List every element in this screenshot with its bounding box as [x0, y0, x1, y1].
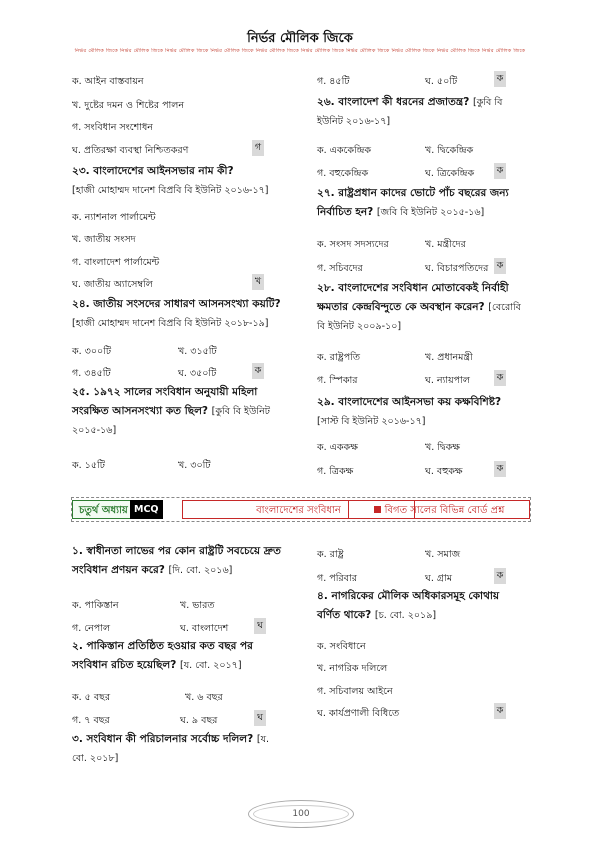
- square-icon: [374, 506, 381, 513]
- answer-marker: গ: [252, 140, 264, 156]
- question-source: [সাস্ট বি ইউনিট ২০১৬-১৭]: [317, 416, 426, 427]
- question-2: [72, 637, 297, 675]
- question-text: ২৬. বাংলাদেশ কী ধরনের প্রজাতন্ত্র? [কুবি বি: [317, 96, 503, 108]
- question-27: [317, 184, 532, 222]
- question-24: [72, 295, 292, 333]
- header-tagline: নির্ভর মৌলিক জিকে নির্ভর মৌলিক জিকে নির্ভর মৌলিক জিকে নির্ভর মৌলিক জিকে নির্ভর মৌলিক জিকে নির্ভর মৌলিক জিকে নির্ভর মৌলিক জিকে নির্ভর মৌলিক জিকে নির্ভর মৌলিক জিকে নির্ভর মৌলিক জিকে: [74, 48, 526, 54]
- option: ঘ. প্রতিরক্ষা ব্যবস্থা নিশ্চিতকরণ: [72, 145, 189, 156]
- question-text: ৪. নাগরিকের মৌলিক অধিকারসমূহ কোথায়: [317, 590, 500, 602]
- option: খ. ৬ বছর: [185, 692, 223, 703]
- option: ঘ. ত্রিকেন্দ্রিক: [425, 168, 475, 179]
- option: খ. সমাজ: [425, 549, 461, 560]
- option: গ. পরিবার: [317, 573, 357, 584]
- option: ক. ১৫টি: [72, 460, 105, 471]
- option: ক. পাকিস্তান: [72, 600, 119, 611]
- question-text: সংরক্ষিত আসনসংখ্যা কত ছিল? [কুবি বি ইউনিট: [72, 405, 270, 417]
- option: খ. দ্বিকেন্দ্রিক: [425, 145, 474, 156]
- question-source: [হাজী মোহাম্মদ দানেশ বিপ্রবি বি ইউনিট ২০১৬-১৭]: [72, 185, 269, 196]
- chapter-label: চতুর্থ অধ্যায়: [72, 500, 157, 519]
- question-source: [হাজী মোহাম্মদ দানেশ বিপ্রবি বি ইউনিট ২০১৮-১৯]: [72, 318, 269, 329]
- question-26: [317, 93, 532, 131]
- question-source: ২০১৫-১৬]: [72, 425, 117, 436]
- answer-marker: ক: [494, 370, 506, 386]
- option: গ. ৭ বছর: [72, 715, 110, 726]
- question-source: বি ইউনিট ২০০৯-১০]: [317, 321, 402, 332]
- option: খ. নাগরিক দলিলে: [317, 663, 388, 674]
- option: গ. সচিবালয় আইনে: [317, 686, 393, 697]
- option: গ. স্পিকার: [317, 375, 358, 386]
- question-text: ২৭. রাষ্ট্রপ্রধান কাদের ভোটে পাঁচ বছরের জন্য: [317, 187, 509, 199]
- option: গ. সচিবদের: [317, 263, 363, 274]
- question-text: বর্ণিত থাকে? [চ. বো. ২০১৯]: [317, 609, 437, 621]
- question-text: ২৮. বাংলাদেশের সংবিধান মোতাবেকই নির্বাহী: [317, 282, 509, 294]
- answer-marker: ক: [494, 258, 506, 274]
- option: ঘ. গ্রাম: [425, 573, 453, 584]
- answer-marker: ঘ: [254, 710, 266, 726]
- question-29: [317, 393, 532, 431]
- option: ঘ. ৫০টি: [425, 76, 458, 87]
- option: ঘ. ন্যায়পাল: [425, 375, 470, 386]
- answer-marker: ঘ: [254, 618, 266, 634]
- question-text: ক্ষমতার কেন্দ্রবিন্দুতে কে অবস্থান করেন? [বেরোবি: [317, 301, 521, 313]
- section-label: বিগত সালের বিভিন্ন বোর্ড প্রশ্ন: [348, 500, 530, 519]
- question-text: ২৫. ১৯৭২ সালের সংবিধান অনুযায়ী মহিলা: [72, 386, 258, 398]
- option: গ. ৪৫টি: [317, 76, 350, 87]
- question-1: [72, 542, 297, 580]
- option: খ. মন্ত্রীদের: [425, 239, 466, 250]
- question-28: [317, 279, 532, 336]
- question-25: [72, 383, 292, 440]
- option: ঘ. বাংলাদেশ: [180, 623, 229, 634]
- question-text: ২. পাকিস্তান প্রতিষ্ঠিত হওয়ার কত বছর পর: [72, 640, 253, 652]
- answer-marker: ক: [494, 703, 506, 719]
- section-banner: [71, 497, 531, 522]
- answer-marker: ক: [494, 163, 506, 179]
- option: খ. দ্বিকক্ষ: [425, 442, 460, 453]
- question-text: ২৪. জাতীয় সংসদের সাধারণ আসনসংখ্যা কয়টি?: [72, 298, 281, 310]
- option: গ. সংবিধান সংশোধন: [72, 122, 153, 133]
- option: ক. সংসদ সদস্যদের: [317, 239, 389, 250]
- option: ক. আইন বাস্তবায়ন: [72, 76, 144, 87]
- option: গ. বাংলাদেশ পার্লামেন্ট: [72, 257, 160, 268]
- option: ক. রাষ্ট্র: [317, 549, 344, 560]
- option: ঘ. বিচারপতিদের: [425, 263, 489, 274]
- answer-marker: ক: [494, 71, 506, 87]
- mcq-label: MCQ: [130, 500, 163, 519]
- page-number: 100: [248, 800, 354, 828]
- question-23: [72, 162, 272, 200]
- answer-marker: ক: [494, 568, 506, 584]
- option: ক. ন্যাশনাল পার্লামেন্ট: [72, 212, 156, 223]
- question-text: ২৩. বাংলাদেশের আইনসভার নাম কী?: [72, 165, 234, 177]
- option: ঘ. ৩৫০টি: [178, 368, 217, 379]
- question-text: ১. স্বাধীনতা লাভের পর কোন রাষ্ট্রটি সবচেয়ে দ্রুত: [72, 545, 281, 557]
- question-text: ৩. সংবিধান কী পরিচালনার সর্বোচ্চ দলিল? [য.: [72, 733, 270, 745]
- option: ঘ. ৯ বছর: [180, 715, 218, 726]
- option: ঘ. বহুকক্ষ: [425, 466, 463, 477]
- answer-marker: ক: [252, 363, 264, 379]
- option: গ. ত্রিকক্ষ: [317, 466, 354, 477]
- option: খ. প্রধানমন্ত্রী: [425, 352, 473, 363]
- option: গ. বহুকেন্দ্রিক: [317, 168, 369, 179]
- option: ঘ. জাতীয় অ্যাসেম্বলি: [72, 279, 153, 290]
- question-4: [317, 587, 532, 625]
- option: ক. এককক্ষ: [317, 442, 358, 453]
- question-text: নির্বাচিত হন? [জবি বি ইউনিট ২০১৫-১৬]: [317, 206, 485, 218]
- option: ক. সংবিধানে: [317, 641, 366, 652]
- option: গ. নেপাল: [72, 623, 111, 634]
- option: ঘ. কার্যপ্রণালী বিধিতে: [317, 708, 400, 719]
- option: খ. দুষ্টের দমন ও শিষ্টের পালন: [72, 100, 185, 111]
- question-source: ইউনিট ২০১৬-১৭]: [317, 116, 391, 127]
- topic-label: বাংলাদেশের সংবিধান: [182, 500, 415, 519]
- option: খ. ৩১৫টি: [178, 346, 217, 357]
- question-source: বো. ২০১৮]: [72, 753, 119, 764]
- answer-marker: খ: [252, 274, 264, 290]
- page-title: নির্ভর মৌলিক জিকে: [247, 31, 353, 46]
- option: ক. এককেন্দ্রিক: [317, 145, 372, 156]
- option: ক. রাষ্ট্রপতি: [317, 352, 361, 363]
- question-3: [72, 730, 297, 768]
- answer-marker: ক: [494, 461, 506, 477]
- question-text: সংবিধান প্রণয়ন করে? [দি. বো. ২০১৬]: [72, 564, 233, 576]
- option: খ. জাতীয় সংসদ: [72, 234, 136, 245]
- question-text: ২৯. বাংলাদেশের আইনসভা কয় কক্ষবিশিষ্ট?: [317, 396, 502, 408]
- option: ক. ৫ বছর: [72, 692, 111, 703]
- option: খ. ৩০টি: [178, 460, 211, 471]
- question-text: সংবিধান রচিত হয়েছিল? [য. বো. ২০১৭]: [72, 659, 242, 671]
- option: ক. ৩০০টি: [72, 346, 112, 357]
- option: গ. ৩৪৫টি: [72, 368, 111, 379]
- option: খ. ভারত: [180, 600, 215, 611]
